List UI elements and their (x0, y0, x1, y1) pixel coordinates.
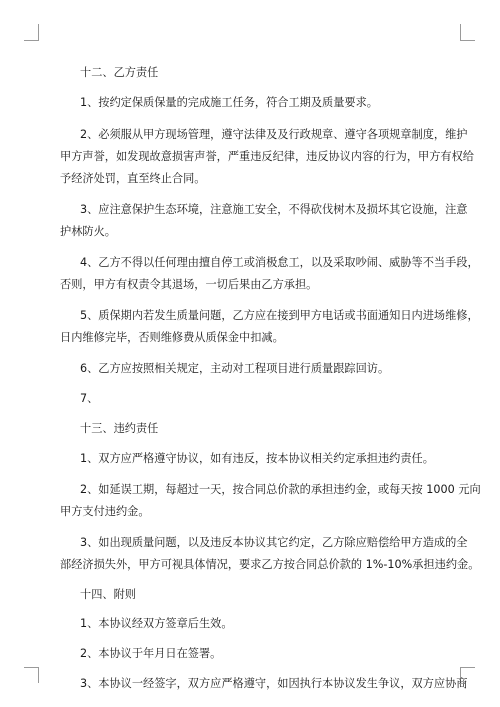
paragraph-line: 2、如延误工期，每超过一天，按合同总价款的承担违约金，或每天按 1000 元向 (80, 483, 481, 496)
paragraph-line: 1、本协议经双方签章后生效。 (80, 617, 233, 630)
paragraph-line: 7、 (80, 392, 99, 405)
paragraph-line: 甲方支付违约金。 (60, 505, 150, 518)
section-heading-14: 十四、附则 (80, 588, 136, 601)
paragraph-line: 3、如出现质量问题，以及违反本协议其它约定，乙方除应赔偿给甲方造成的全 (80, 536, 468, 549)
paragraph-line: 4、乙方不得以任何理由擅自停工或消极怠工，以及采取吵闹、威胁等不当手段， (80, 256, 479, 269)
paragraph-line: 予经济处罚，直至终止合同。 (60, 172, 206, 185)
paragraph-line: 3、本协议一经签字，双方应严格遵守，如因执行本协议发生争议，双方应协商 (80, 677, 468, 690)
paragraph-line: 5、质保期内若发生质量问题，乙方应在接到甲方电话或书面通知日内进场维修， (80, 309, 479, 322)
paragraph-line: 1、双方应严格遵守协议，如有违反，按本协议相关约定承担违约责任。 (80, 452, 434, 465)
paragraph-line: 1、按约定保质保量的完成施工任务，符合工期及质量要求。 (80, 96, 378, 109)
paragraph-line: 否则，甲方有权责令其退场，一切后果由乙方承担。 (60, 278, 318, 291)
paragraph-line: 2、必须服从甲方现场管理，遵守法律及及行政规章、遵守各项规章制度，维护 (80, 128, 468, 141)
paragraph-line: 2、本协议于年月日在签署。 (80, 647, 222, 660)
paragraph-line: 甲方声誉，如发现故意损害声誉，严重违反纪律，违反协议内容的行为，甲方有权给 (60, 150, 474, 163)
paragraph-line: 护林防火。 (60, 225, 116, 238)
section-heading-12: 十二、乙方责任 (80, 66, 159, 79)
paragraph-line: 3、应注意保护生态环境，注意施工安全，不得砍伐树木及损坏其它设施，注意 (80, 203, 468, 216)
paragraph-line: 6、乙方应按照相关规定，主动对工程项目进行质量跟踪回访。 (80, 362, 390, 375)
paragraph-line: 日内维修完毕，否则维修费从质保金中扣减。 (60, 331, 284, 344)
section-heading-13: 十三、违约责任 (80, 422, 159, 435)
paragraph-line: 部经济损失外，甲方可视具体情况，要求乙方按合同总价款的 1%-10%承担违约金。 (60, 558, 480, 571)
